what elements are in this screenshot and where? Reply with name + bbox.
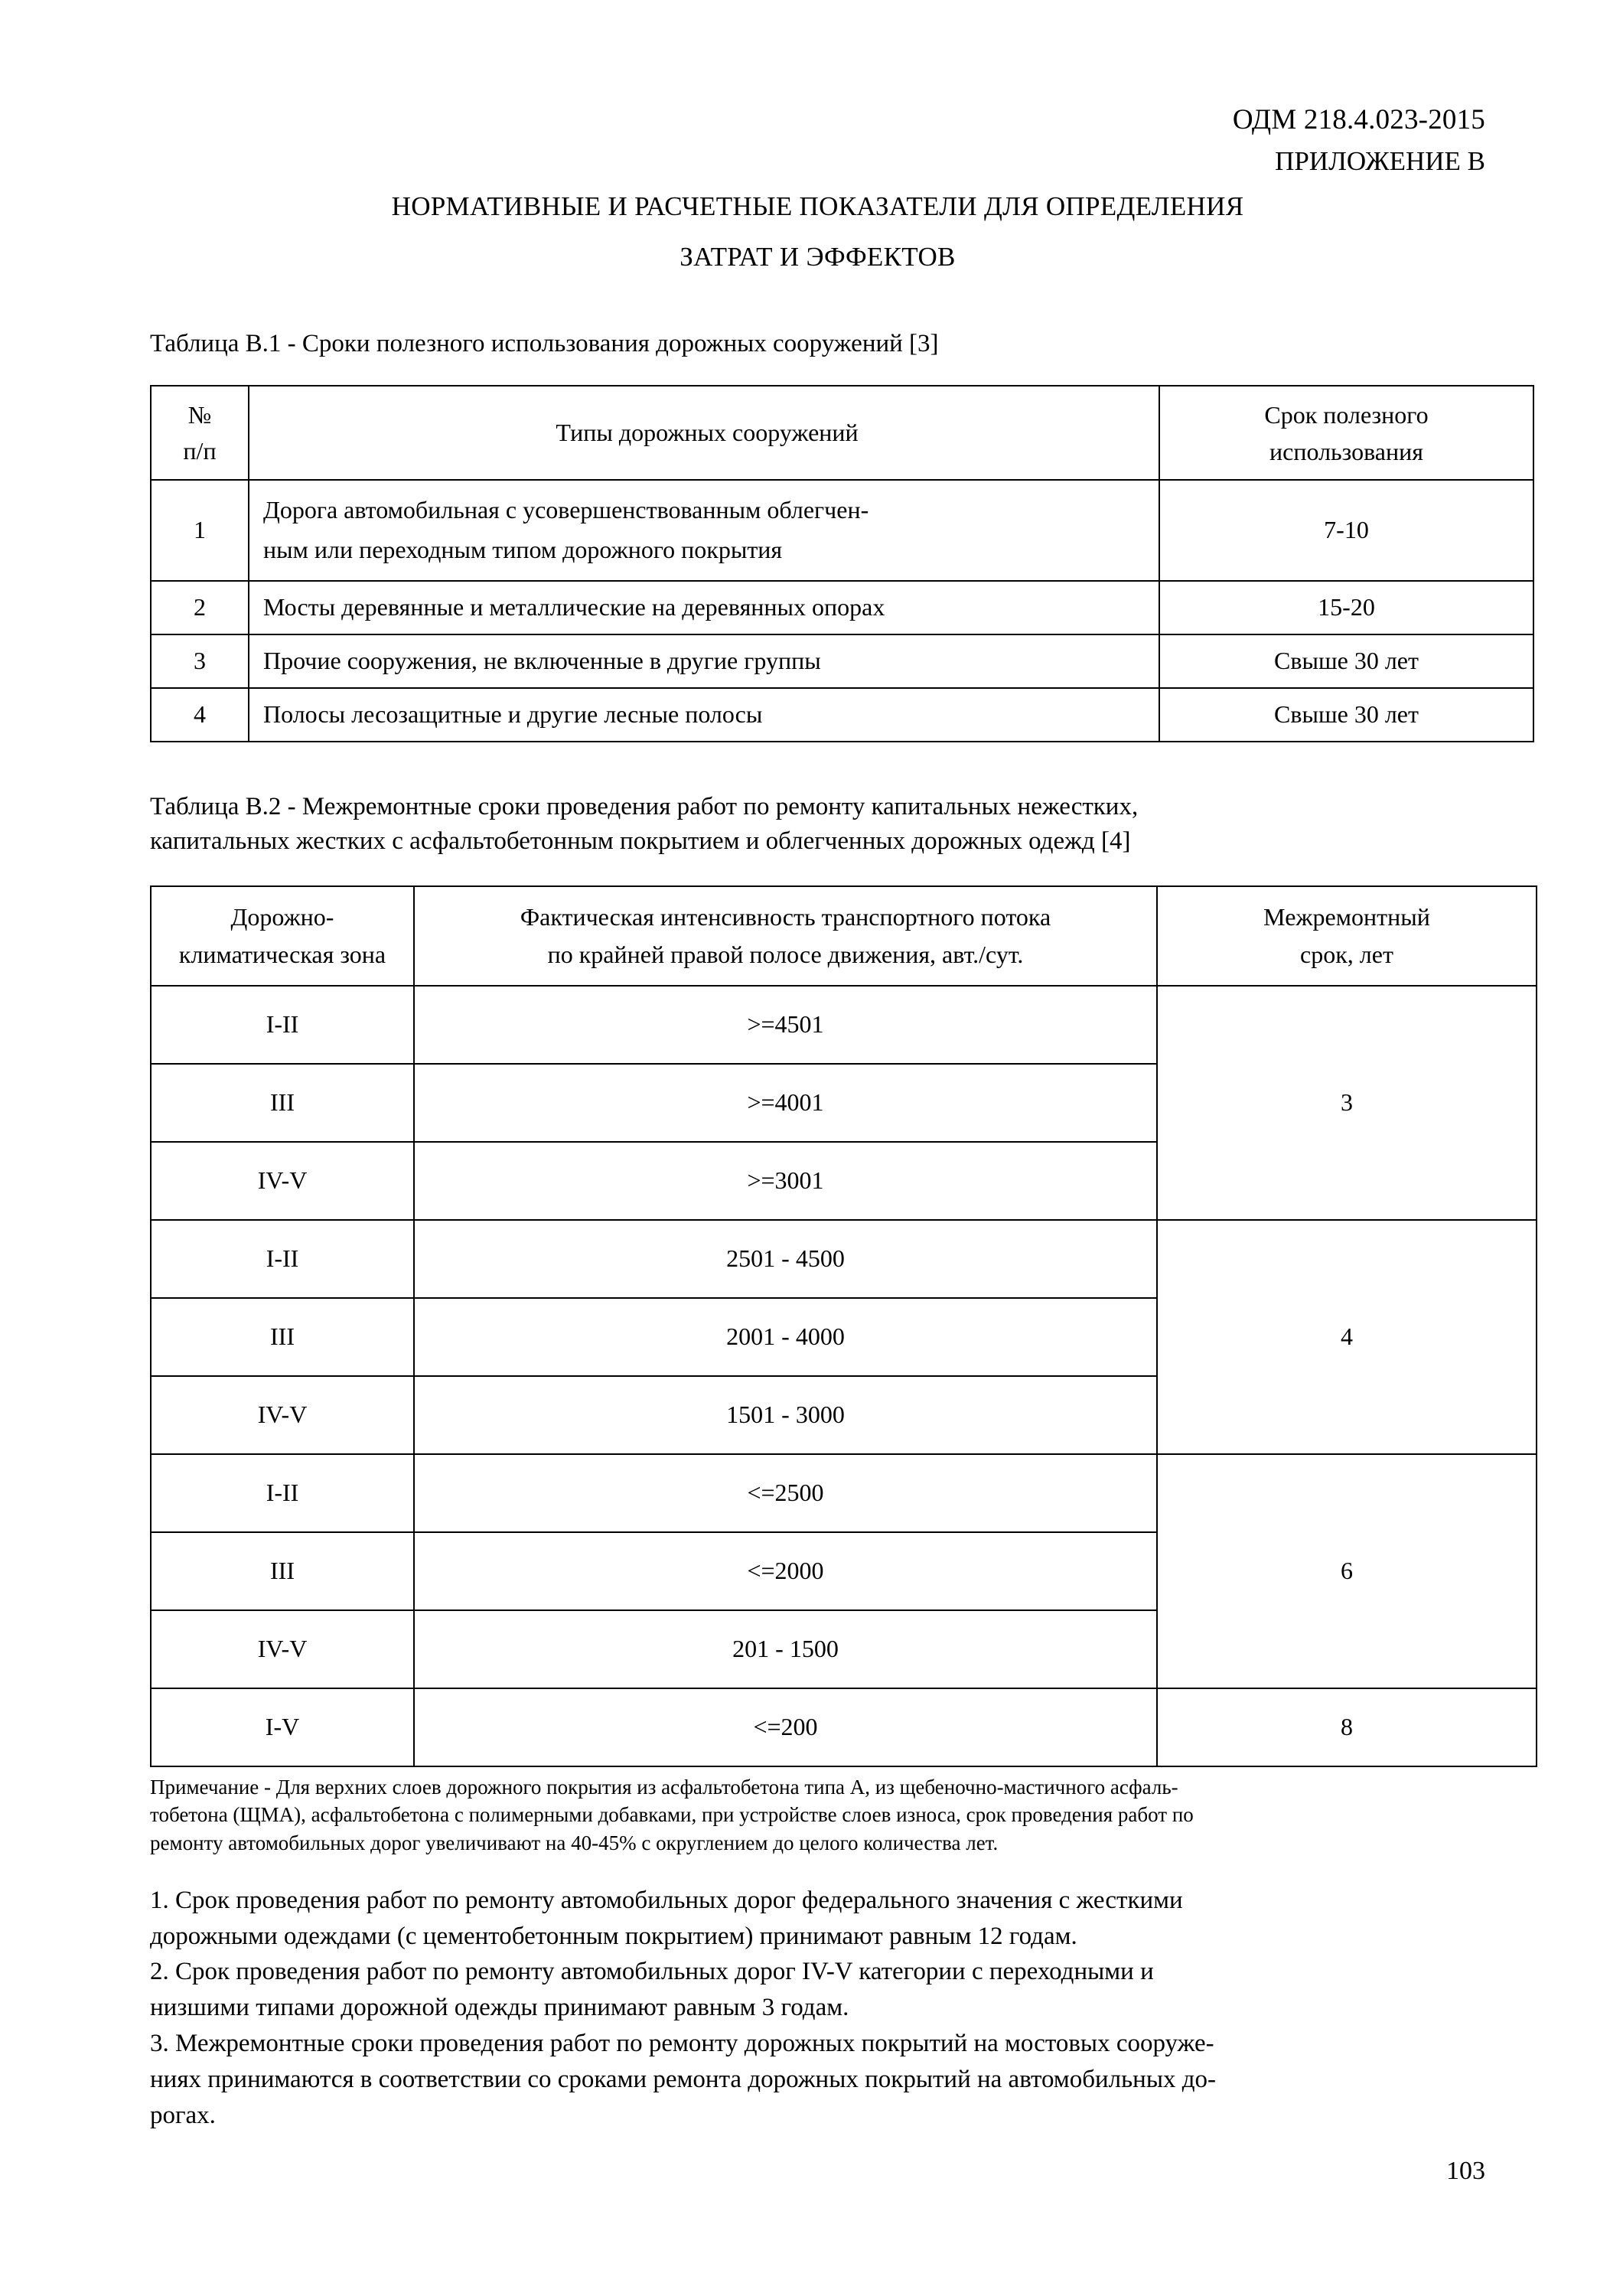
table-b1-caption: Таблица В.1 - Сроки полезного использования дорожных сооружений [3] <box>150 329 939 357</box>
table-b1-cell-type: Прочие сооружения, не включенные в другие группы <box>249 634 1159 688</box>
table-b2-cell-zone: III <box>151 1532 414 1610</box>
table-b1-body <box>151 480 1533 742</box>
table-b1-col-term-line-2: использования <box>1269 437 1423 465</box>
table-b2-note-line-2: тобетона (ЩМА), асфальтобетона с полимерными добавками, при устройстве слоев износа, срок проведения работ по <box>150 1803 1194 1827</box>
table-b2-col-term-line-2: срок, лет <box>1300 941 1393 969</box>
table-b1-cell-term: 15-20 <box>1159 581 1533 634</box>
table-b2-cell-term: 3 <box>1157 986 1537 1220</box>
table-b2-cell-zone: I-II <box>151 1220 414 1298</box>
table-b2-col-term-line-1: Межремонтный <box>1263 902 1430 931</box>
table-b2-cell-term: 6 <box>1157 1454 1537 1688</box>
table-b1-cell-term: 7-10 <box>1159 480 1533 581</box>
table-b2-cell-zone: III <box>151 1064 414 1142</box>
table-b2-cell-zone: I-II <box>151 986 414 1064</box>
document-code: ОДМ 218.4.023-2015 <box>1232 104 1485 135</box>
table-row <box>151 634 1533 688</box>
table-b1-cell-number: 4 <box>151 688 249 742</box>
table-b1-col-term-line-1: Срок полезного <box>1264 400 1429 429</box>
table-b2-cell-intensity: <=2500 <box>414 1454 1157 1532</box>
paragraph-3-line-1: 3. Межремонтные сроки проведения работ по ремонту дорожных покрытий на мостовых сооруже- <box>150 2030 1214 2058</box>
paragraph-2-line-1: 2. Срок проведения работ по ремонту автомобильных дорог IV-V категории с переходными и <box>150 1958 1154 1986</box>
table-b1-col-type: Типы дорожных сооружений <box>249 386 1159 480</box>
paragraph-2-line-2: низшими типами дорожной одежды принимают равным 3 годам. <box>150 1994 849 2022</box>
table-row <box>151 581 1533 634</box>
table-b2-col-zone-line-1: Дорожно- <box>230 902 334 931</box>
table-b1 <box>150 385 1534 742</box>
paragraph-3 <box>150 2026 1485 2134</box>
table-b2-cell-zone: III <box>151 1298 414 1376</box>
table-b2-note <box>150 1773 1485 1857</box>
table-b1-cell-type-line-1: Дорога автомобильная с усовершенствованным облегчен- <box>263 496 869 524</box>
table-b1-cell-type: Полосы лесозащитные и другие лесные полосы <box>249 688 1159 742</box>
table-b2-cell-zone: I-II <box>151 1454 414 1532</box>
page-title-line-2: ЗАТРАТ И ЭФФЕКТОВ <box>680 241 956 272</box>
paragraph-1-line-2: дорожными одеждами (с цементобетонным покрытием) принимают равным 12 годам. <box>150 1922 1077 1950</box>
table-b2-cell-intensity: 2001 - 4000 <box>414 1298 1157 1376</box>
table-b2-head <box>151 886 1537 986</box>
table-b2-body <box>151 986 1537 1766</box>
table-b2-cell-zone: IV-V <box>151 1142 414 1220</box>
table-row <box>151 986 1537 1064</box>
table-b2-col-intensity-line-1: Фактическая интенсивность транспортного потока <box>520 902 1051 931</box>
table-b1-cell-number: 1 <box>151 480 249 581</box>
table-b2-cell-intensity: 201 - 1500 <box>414 1610 1157 1688</box>
table-b2-cell-intensity: >=3001 <box>414 1142 1157 1220</box>
page-number: 103 <box>1446 2157 1485 2185</box>
table-b2-col-intensity-line-2: по крайней правой полосе движения, авт./сут. <box>547 941 1024 969</box>
page-title-line-1: НОРМАТИВНЫЕ И РАСЧЕТНЫЕ ПОКАЗАТЕЛИ ДЛЯ ОПРЕДЕЛЕНИЯ <box>391 191 1244 221</box>
table-b2-note-line-3: ремонту автомобильных дорог увеличивают на 40-45% с округлением до целого количества лет. <box>150 1831 999 1854</box>
table-b2-cell-zone: I-V <box>151 1688 414 1766</box>
paragraph-3-line-2: ниях принимаются в соответствии со сроками ремонта дорожных покрытий на автомобильных до- <box>150 2066 1217 2094</box>
table-b1-col-number-line-2: п/п <box>183 436 217 465</box>
table-b2-cell-term: 4 <box>1157 1220 1537 1454</box>
table-b2 <box>150 885 1537 1767</box>
paragraph-1 <box>150 1883 1485 1955</box>
table-b2-col-term <box>1157 886 1537 986</box>
table-b2-caption <box>150 790 1485 858</box>
table-b2-cell-term: 8 <box>1157 1688 1537 1766</box>
table-b1-cell-term: Свыше 30 лет <box>1159 688 1533 742</box>
table-row <box>151 688 1533 742</box>
table-b1-cell-type: Мосты деревянные и металлические на деревянных опорах <box>249 581 1159 634</box>
table-row <box>151 1688 1537 1766</box>
table-b2-cell-intensity: 1501 - 3000 <box>414 1376 1157 1454</box>
appendix-label: ПРИЛОЖЕНИЕ В <box>1275 145 1485 176</box>
table-b1-cell-number: 3 <box>151 634 249 688</box>
table-b1-col-number-line-1: № <box>187 401 212 429</box>
table-b2-col-intensity <box>414 886 1157 986</box>
table-b2-col-zone-line-2: климатическая зона <box>178 941 386 969</box>
table-b2-caption-line-1: Таблица В.2 - Межремонтные сроки проведения работ по ремонту капитальных нежестких, <box>150 793 1139 821</box>
table-b2-caption-line-2: капитальных жестких с асфальтобетонным покрытием и облегченных дорожных одежд [4] <box>150 827 1131 855</box>
table-b2-cell-intensity: >=4001 <box>414 1064 1157 1142</box>
table-b2-col-zone <box>151 886 414 986</box>
paragraph-3-line-3: рогах. <box>150 2101 216 2129</box>
table-row <box>151 480 1533 581</box>
table-b1-col-number <box>151 386 249 480</box>
table-b2-cell-intensity: >=4501 <box>414 986 1157 1064</box>
table-b2-cell-zone: IV-V <box>151 1376 414 1454</box>
table-b2-cell-zone: IV-V <box>151 1610 414 1688</box>
table-b2-cell-intensity: <=2000 <box>414 1532 1157 1610</box>
table-row <box>151 1454 1537 1532</box>
paragraph-2 <box>150 1954 1485 2026</box>
table-b2-note-line-1: Примечание - Для верхних слоев дорожного покрытия из асфальтобетона типа А, из щебеночно-мастичного асфаль- <box>150 1776 1178 1799</box>
paragraph-1-line-1: 1. Срок проведения работ по ремонту автомобильных дорог федерального значения с жесткими <box>150 1886 1183 1914</box>
table-b1-header-row <box>151 386 1533 480</box>
table-b2-cell-intensity: 2501 - 4500 <box>414 1220 1157 1298</box>
table-b2-header-row <box>151 886 1537 986</box>
table-b1-cell-type-line-2: ным или переходным типом дорожного покрытия <box>263 536 783 564</box>
table-b1-cell-term: Свыше 30 лет <box>1159 634 1533 688</box>
table-b1-col-term <box>1159 386 1533 480</box>
table-row <box>151 1220 1537 1298</box>
table-b1-cell-type <box>249 480 1159 581</box>
table-b2-cell-intensity: <=200 <box>414 1688 1157 1766</box>
table-b1-head <box>151 386 1533 480</box>
table-b1-cell-number: 2 <box>151 581 249 634</box>
page-content <box>150 0 1485 2134</box>
